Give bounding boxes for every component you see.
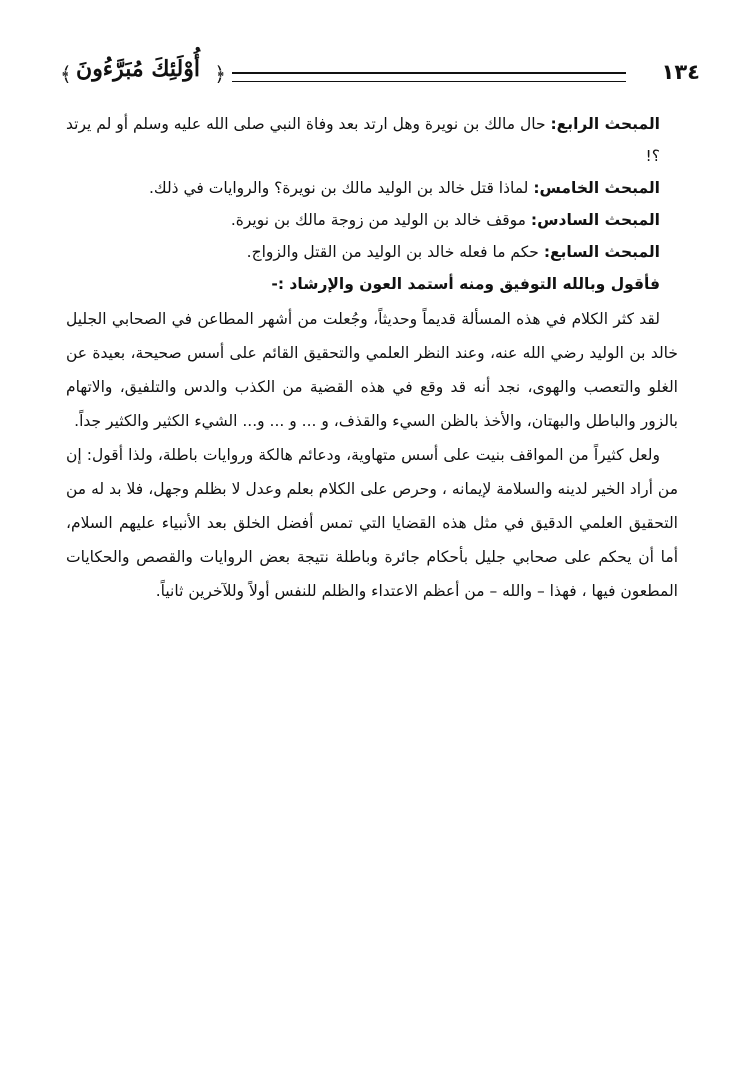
intro-line: فأقول وبالله التوفيق ومنه أستمد العون والإرشاد :- [271,275,660,293]
section-text: حال مالك بن نويرة وهل ارتد بعد وفاة النبي صلى الله عليه وسلم أو لم يرتد ؟! [66,115,660,165]
section-term: المبحث الخامس: [533,179,660,197]
section-item [66,108,678,172]
section-item [66,236,678,268]
section-item [66,172,678,204]
header-double-rule [232,72,626,82]
section-item [66,204,678,236]
section-term: المبحث السادس: [530,211,660,229]
page-number: ١٣٤ [661,60,700,84]
book-title-block [60,52,226,96]
page-body [66,108,678,608]
body-paragraph: لقد كثر الكلام في هذه المسألة قديماً وحديثاً، وجُعلت من أشهر المطاعن في الصحابي الجليل خالد بن الوليد رضي الله عنه، وعند النظر العلمي والتحقيق القائم على أسس صحيحة، بعيدة عن الغلو والتعصب والهوى، نجد أنه قد وقع في هذه القضية من الكذب والدس والتلفيق، والاتهام بالزور والباطل والبهتان، والأخذ بالظن السيء والقذف، و ... و ... و... الشيء الكثير والكثير جداً. [66,310,678,430]
section-text: لماذا قتل خالد بن الوليد مالك بن نويرة؟ والروايات في ذلك. [148,179,534,197]
section-term: المبحث الرابع: [550,115,660,133]
body-paragraph: ولعل كثيراً من المواقف بنيت على أسس متهاوية، ودعائم هالكة وروايات باطلة، ولذا أقول: إن من أراد الخير لدينه والسلامة لإيمانه ، وحرص على الكلام بعلم وعدل لا بظلم وجهل، فلا بد له من التحقيق العلمي الدقيق في مثل هذه القضايا التي تمس أفضل الخلق بعد الأنبياء عليهم السلام، أما أن يحكم على صحابي جليل بأحكام جائرة وباطلة نتيجة بعض الروايات والقصص والحكايات المطعون فيها ، فهذا – والله – من أعظم الاعتداء والظلم للنفس أولاً وللآخرين ثانياً. [66,446,678,600]
section-term: المبحث السابع: [543,243,660,261]
section-text: حكم ما فعله خالد بن الوليد من القتل والزواج. [246,243,544,261]
section-text: موقف خالد بن الوليد من زوجة مالك بن نويرة. [230,211,531,229]
book-title: أُوْلَئِكَ مُبَرَّءُونَ [76,56,200,82]
page-header [60,52,700,98]
ornament-bracket-left: ﴾ [60,62,72,86]
ornament-bracket-right: ﴿ [214,62,226,86]
